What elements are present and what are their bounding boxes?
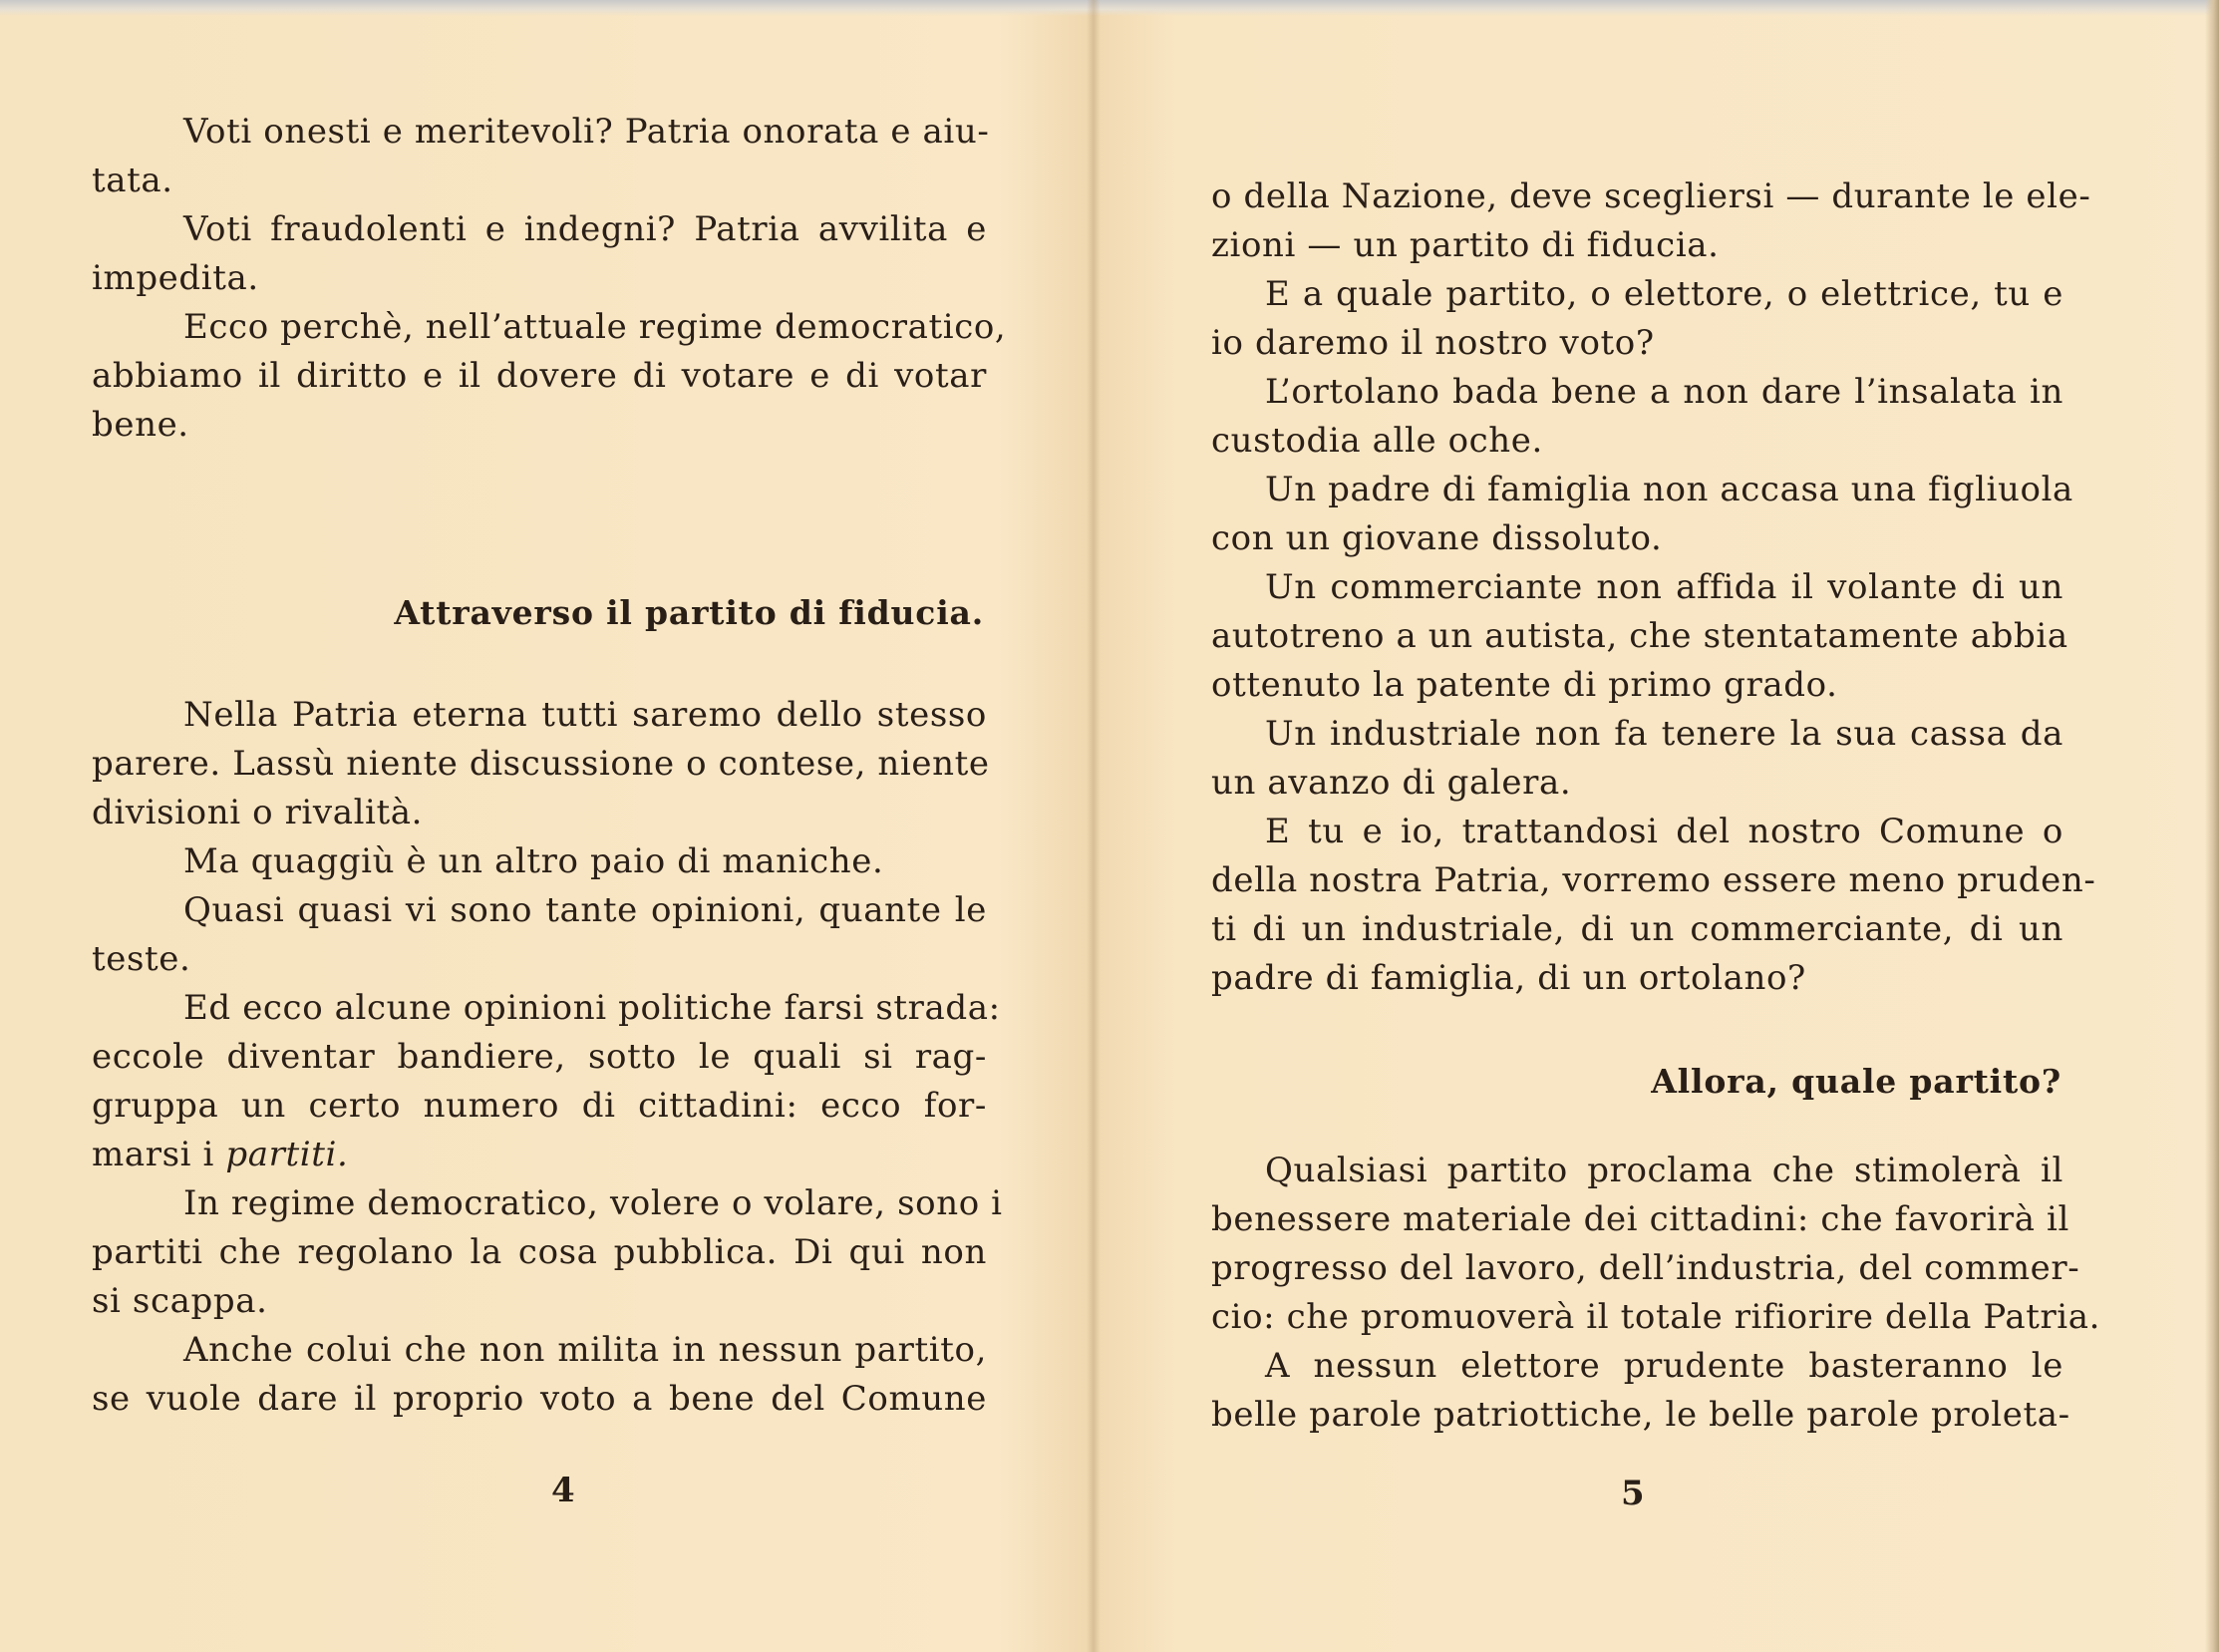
text-line: autotreno a un autista, che stentatamente abbia bbox=[1211, 616, 2068, 656]
text-line: Un padre di famiglia non accasa una figliuola bbox=[1265, 470, 2073, 509]
text-line: Un industriale non fa tenere la sua cassa da bbox=[1265, 714, 2063, 754]
left-text-block-b bbox=[92, 691, 1003, 1424]
text-line: Qualsiasi partito proclama che stimolerà il bbox=[1265, 1151, 2063, 1190]
text-line: Quasi quasi vi sono tante opinioni, quante le bbox=[183, 890, 987, 930]
text-line: partiti che regolano la cosa pubblica. Di qui non bbox=[92, 1232, 987, 1272]
text-line: Ma quaggiù è un altro paio di maniche. bbox=[183, 841, 884, 881]
text-line: si scappa. bbox=[92, 1281, 268, 1321]
section-heading: Attraverso il partito di fiducia. bbox=[394, 593, 984, 632]
text-line: custodia alle oche. bbox=[1211, 421, 1543, 461]
text-line: E a quale partito, o elettore, o elettrice, tu e bbox=[1265, 274, 2063, 314]
text-line: bene. bbox=[92, 405, 189, 445]
left-text-block-a bbox=[92, 108, 1007, 450]
text-line: Anche colui che non milita in nessun partito, bbox=[183, 1330, 987, 1370]
right-text-block-b bbox=[1211, 1147, 2101, 1440]
text-line: divisioni o rivalità. bbox=[92, 793, 424, 832]
text-line: ottenuto la patente di primo grado. bbox=[1211, 665, 1838, 705]
text-line: A nessun elettore prudente basteranno le bbox=[1265, 1346, 2063, 1386]
text-line: Ecco perchè, nell’attuale regime democratico, bbox=[183, 307, 1007, 347]
text-line: se vuole dare il proprio voto a bene del Comune bbox=[92, 1379, 987, 1419]
page-number: 5 bbox=[1621, 1474, 1645, 1513]
text-line: della nostra Patria, vorremo essere meno pruden- bbox=[1211, 860, 2096, 900]
text-line: abbiamo il diritto e il dovere di votare e di votar bbox=[92, 356, 987, 396]
text-line: In regime democratico, volere o volare, sono i bbox=[183, 1183, 1003, 1223]
text-fragment: marsi i bbox=[92, 1135, 226, 1174]
text-line: ti di un industriale, di un commerciante, di un bbox=[1211, 909, 2063, 949]
text-line: padre di famiglia, di un ortolano? bbox=[1211, 958, 1806, 998]
text-line: o della Nazione, deve scegliersi — durante le ele- bbox=[1211, 176, 2091, 216]
text-line: con un giovane dissoluto. bbox=[1211, 518, 1663, 558]
text-line: Un commerciante non affida il volante di un bbox=[1265, 567, 2063, 607]
text-line: zioni — un partito di fiducia. bbox=[1211, 225, 1720, 265]
text-line: impedita. bbox=[92, 258, 259, 298]
text-line: belle parole patriottiche, le belle parole proleta- bbox=[1211, 1395, 2070, 1435]
text-line bbox=[92, 1131, 987, 1179]
text-line: Voti onesti e meritevoli? Patria onorata e aiu- bbox=[183, 112, 990, 152]
text-line: parere. Lassù niente discussione o contese, niente bbox=[92, 744, 990, 784]
italic-word: partiti. bbox=[225, 1135, 349, 1174]
right-text-block-a bbox=[1211, 172, 2096, 1003]
text-line: un avanzo di galera. bbox=[1211, 763, 1572, 803]
text-line: cio: che promuoverà il totale rifiorire della Patria. bbox=[1211, 1297, 2101, 1337]
text-line: gruppa un certo numero di cittadini: ecco for- bbox=[92, 1086, 987, 1126]
text-line: Ed ecco alcune opinioni politiche farsi strada: bbox=[183, 988, 1001, 1028]
text-line: benessere materiale dei cittadini: che favorirà il bbox=[1211, 1199, 2069, 1239]
section-heading: Allora, quale partito? bbox=[1651, 1062, 2061, 1101]
left-page bbox=[0, 0, 1094, 1652]
page-number: 4 bbox=[551, 1471, 575, 1510]
right-page bbox=[1100, 0, 2219, 1652]
text-line: tata. bbox=[92, 161, 173, 200]
text-line: L’ortolano bada bene a non dare l’insalata in bbox=[1265, 372, 2063, 412]
text-line: Voti fraudolenti e indegni? Patria avvilita e bbox=[183, 209, 987, 249]
text-line: Nella Patria eterna tutti saremo dello stesso bbox=[183, 695, 987, 735]
text-line: teste. bbox=[92, 939, 191, 979]
text-line: progresso del lavoro, dell’industria, del commer- bbox=[1211, 1248, 2080, 1288]
text-line: eccole diventar bandiere, sotto le quali si rag- bbox=[92, 1037, 987, 1077]
text-line: E tu e io, trattandosi del nostro Comune o bbox=[1265, 812, 2063, 851]
text-line: io daremo il nostro voto? bbox=[1211, 323, 1655, 363]
